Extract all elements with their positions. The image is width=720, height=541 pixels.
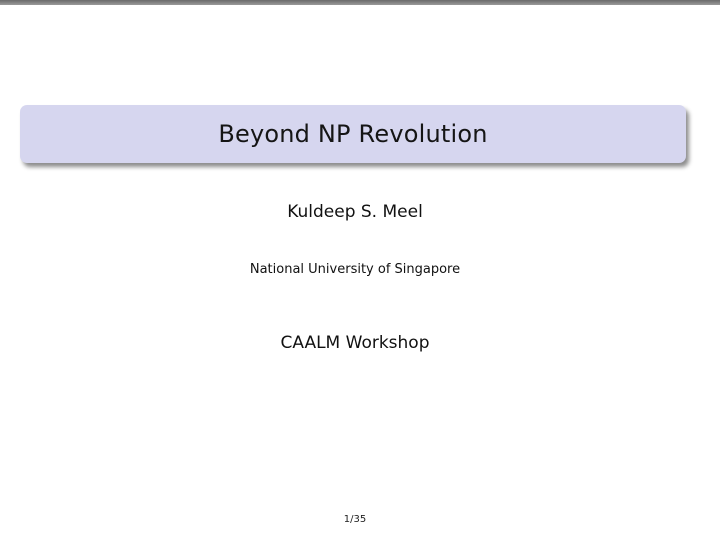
title-box bbox=[20, 105, 686, 163]
event-name: CAALM Workshop bbox=[280, 333, 430, 353]
slide-top-bar bbox=[0, 0, 720, 5]
slide-title: Beyond NP Revolution bbox=[218, 120, 488, 148]
institute-name: National University of Singapore bbox=[249, 262, 461, 277]
author-name: Kuldeep S. Meel bbox=[287, 202, 423, 222]
page-number: 1/35 bbox=[343, 514, 367, 525]
